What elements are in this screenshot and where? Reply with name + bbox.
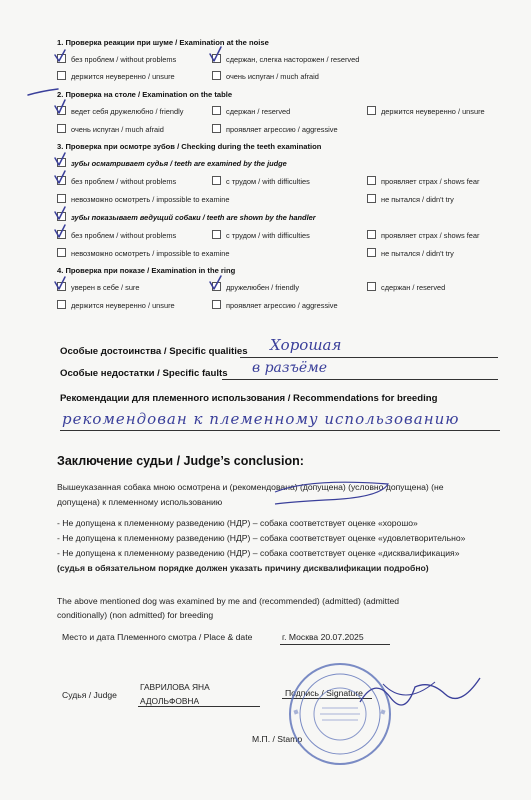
conclusion-ru-line-1: Вышеуказанная собака мною осмотрена и (рекомендована) (допущена) (условно допущена) (не: [57, 482, 444, 492]
table-option-unsure[interactable]: держится неуверенно / unsure: [367, 106, 485, 116]
conclusion-item-2: - Не допущена к племенному разведению (НДР) – собака соответствует оценке «удовлетворительно»: [57, 533, 466, 543]
check-mark-noise-without-problems: [55, 50, 65, 61]
faults-label: Особые недостатки / Specific faults: [60, 368, 228, 379]
table-option-much-afraid[interactable]: очень испуган / much afraid: [57, 124, 164, 134]
ring-option-aggressive[interactable]: проявляет агрессию / aggressive: [212, 300, 338, 310]
noise-option-reserved[interactable]: сдержан, слегка насторожен / reserved: [212, 54, 359, 64]
check-mark-teeth-judge-without-problems: [55, 171, 65, 183]
check-mark-teeth-handler: [55, 207, 65, 219]
breeding-label: Рекомендации для племенного использования / Recommendations for breeding: [60, 393, 438, 404]
judge-name-line-1: ГАВРИЛОВА ЯНА: [140, 682, 210, 692]
ring-option-friendly[interactable]: дружелюбен / friendly: [212, 282, 299, 292]
noise-option-without-problems[interactable]: без проблем / without problems: [57, 54, 176, 64]
qualities-value[interactable]: Хорошая: [270, 336, 342, 354]
conclusion-item-3: - Не допущена к племенному разведению (НДР) – собака соответствует оценке «дисквалификация»: [57, 548, 460, 558]
teeth-judge-option-didnt-try[interactable]: не пытался / didn't try: [367, 194, 454, 204]
conclusion-en-line-2: conditionally) (non admitted) for breeding: [57, 610, 214, 620]
teeth-handler-option-with-difficulties[interactable]: с трудом / with difficulties: [212, 230, 310, 240]
ring-option-reserved[interactable]: сдержан / reserved: [367, 282, 445, 292]
conclusion-note: (судья в обязательном порядке должен указать причину дисквалификации подробно): [57, 563, 429, 573]
teeth-section-title: 3. Проверка при осмотре зубов / Checking during the teeth examination: [57, 142, 322, 151]
judge-name-line: [138, 706, 260, 707]
handwritten-circle-recommended: [270, 474, 390, 514]
teeth-judge-option-with-difficulties[interactable]: с трудом / with difficulties: [212, 176, 310, 186]
teeth-judge-option-without-problems[interactable]: без проблем / without problems: [57, 176, 176, 186]
ring-option-unsure[interactable]: держится неуверенно / unsure: [57, 300, 175, 310]
pen-stroke-section-2: [28, 89, 58, 95]
noise-option-much-afraid[interactable]: очень испуган / much afraid: [212, 71, 319, 81]
check-mark-ring-sure: [55, 277, 65, 289]
qualities-line: [240, 357, 498, 358]
conclusion-en-line-1: The above mentioned dog was examined by me and (recommended) (admitted) (admitted: [57, 596, 400, 606]
place-date-label: Место и дата Племенного смотра / Place & date: [62, 632, 253, 642]
handwritten-checkmarks: [0, 0, 531, 320]
judge-name-line-2: АДОЛЬФОВНА: [140, 696, 200, 706]
place-date-line: [280, 644, 390, 645]
stamp-label: М.П. / Stamp: [252, 734, 303, 744]
teeth-handler-option-without-problems[interactable]: без проблем / without problems: [57, 230, 176, 240]
conclusion-item-1: - Не допущена к племенному разведению (НДР) – собака соответствует оценке «хорошо»: [57, 518, 418, 528]
check-mark-table-friendly: [55, 100, 65, 113]
teeth-handler-option-impossible[interactable]: невозможно осмотреть / impossible to examine: [57, 248, 229, 258]
teeth-judge-subsection[interactable]: зубы осматривает судья / teeth are examined by the judge: [57, 158, 287, 168]
teeth-judge-option-impossible[interactable]: невозможно осмотреть / impossible to examine: [57, 194, 229, 204]
teeth-handler-option-didnt-try[interactable]: не пытался / didn't try: [367, 248, 454, 258]
check-mark-ring-friendly: [210, 276, 221, 289]
judge-label: Судья / Judge: [62, 690, 117, 700]
table-option-aggressive[interactable]: проявляет агрессию / aggressive: [212, 124, 338, 134]
noise-section-title: 1. Проверка реакции при шуме / Examination at the noise: [57, 38, 269, 47]
table-option-reserved[interactable]: сдержан / reserved: [212, 106, 290, 116]
faults-value[interactable]: в разъёме: [252, 360, 328, 376]
place-date-value[interactable]: г. Москва 20.07.2025: [282, 632, 364, 642]
breeding-value[interactable]: рекомендован к племенному использованию: [62, 410, 460, 428]
ring-option-sure[interactable]: уверен в себе / sure: [57, 282, 140, 292]
teeth-judge-option-shows-fear[interactable]: проявляет страх / shows fear: [367, 176, 480, 186]
teeth-handler-option-shows-fear[interactable]: проявляет страх / shows fear: [367, 230, 480, 240]
table-section-title: 2. Проверка на столе / Examination on the table: [57, 90, 233, 99]
noise-option-unsure[interactable]: держится неуверенно / unsure: [57, 71, 175, 81]
check-mark-teeth-handler-without-problems: [55, 225, 65, 237]
check-mark-noise-reserved: [210, 47, 221, 61]
signature-label: Подпись / Signature: [285, 688, 363, 698]
qualities-label: Особые достоинства / Specific qualities: [60, 346, 248, 357]
breeding-line: [60, 430, 500, 431]
conclusion-heading: Заключение судьи / Judge’s conclusion:: [57, 454, 304, 468]
judge-signature-scribble: [355, 672, 485, 712]
teeth-handler-subsection[interactable]: зубы показывает ведущий собаки / teeth are shown by the handler: [57, 212, 316, 222]
table-option-friendly[interactable]: ведет себя дружелюбно / friendly: [57, 106, 183, 116]
check-mark-teeth-judge: [55, 153, 65, 165]
ring-section-title: 4. Проверка при показе / Examination in the ring: [57, 266, 236, 275]
faults-line: [222, 379, 498, 380]
conclusion-ru-line-2: допущена) к племенному использованию: [57, 497, 223, 507]
